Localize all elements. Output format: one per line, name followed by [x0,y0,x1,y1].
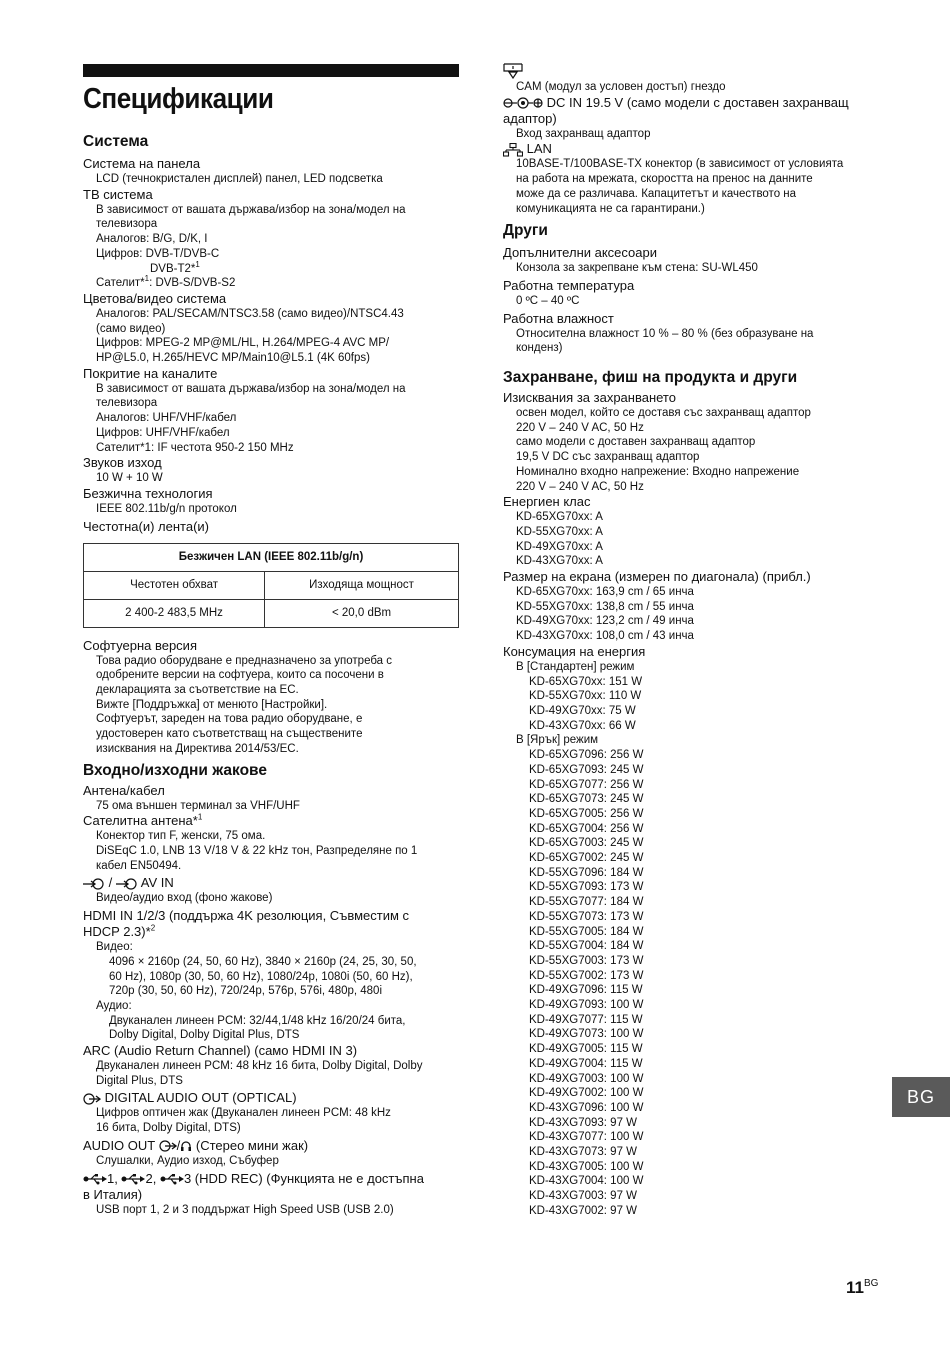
bright-consumption-line: KD-65XG7005: 256 W [529,807,644,820]
screen-size-line: KD-55XG70xx: 138,8 cm / 55 инча [516,600,694,613]
bright-consumption-line: KD-49XG7093: 100 W [529,999,644,1012]
bright-consumption-line: KD-49XG7077: 115 W [529,1013,643,1026]
software-label: Софтуерна версия [83,637,197,653]
color-line: Цифров: MPEG-2 MP@ML/HL, H.264/MPEG-4 AVC MP/ [96,337,390,350]
title-rule [83,64,459,77]
lan-text: комуникацията не са гарантирани.) [516,202,705,215]
coverage-line: В зависимост от вашата държава/избор на зона/модел на [96,382,406,395]
tv-t2-line [96,259,459,277]
bright-consumption-line: KD-55XG7096: 184 W [529,866,644,879]
sat-antenna-label: Сателитна антена* [83,813,198,829]
usb-3: 3 (HDD REC) (Функцията не е достъпна [183,1170,424,1186]
tv-t2: DVB-T2* [150,262,196,275]
lan-text: на работа на мрежата, скоростта на пренос на данните [516,173,813,186]
lan-text: 10BASE-T/100BASE-TX конектор (в зависимост от условията [516,158,844,171]
footnote-ref: 1 [144,274,150,284]
power-req-line: Номинално входно напрежение: Входно напрежение [516,465,800,478]
humidity-line: Относителна влажност 10 % – 80 % (без образуване на [516,327,814,340]
sat-line: кабел EN50494. [96,859,182,872]
arc-line: Двуканален линеен PCM: 48 kHz 16 бита, Dolby Digital, Dolby [96,1060,423,1073]
energy-class-line: KD-43XG70xx: A [516,555,603,568]
temperature-value: 0 ºC – 40 ºC [516,294,580,307]
arc-label: ARC (Audio Return Channel) (само HDMI IN 3) [83,1043,358,1059]
hdmi-audio-line: Двуканален линеен PCM: 32/44,1/48 kHz 16/20/24 бита, [109,1014,406,1027]
consumption-label: Консумация на енергия [503,643,646,659]
footnote-ref: 1 [197,812,203,822]
bright-consumption-line: KD-43XG7004: 100 W [529,1175,644,1188]
standard-mode-label: В [Стандартен] режим [516,660,635,673]
energy-list [503,510,883,569]
wlan-val-frequency: 2 400-2 483,5 MHz [84,599,265,627]
panel-value: LCD (течнокристален дисплей) панел, LED подсветка [96,173,383,185]
usb-icon [83,1173,107,1185]
coverage-line: телевизора [96,397,158,410]
screen-label: Размер на екрана (измерен по диагонала) (прибл.) [503,569,811,585]
left-column [83,132,459,1217]
power-req-line: само модели с доставен захранващ адаптор [516,436,756,449]
tv-line: В зависимост от вашата държава/избор на зона/модел на [96,203,406,216]
tv-sat-line [96,276,459,291]
energy-class-line: KD-55XG70xx: A [516,525,603,538]
audio-out-label: AUDIO OUT [83,1137,155,1153]
bright-consumption-line: KD-55XG7002: 173 W [529,969,644,982]
wlan-table-header: Безжичен LAN (IEEE 802.11b/g/n) [84,543,459,571]
band-label: Честотна(и) лента(и) [83,518,209,534]
screen-list [503,585,883,644]
av-in-label: AV IN [140,875,174,891]
color-line: HP@L5.0, H.265/HEVC MP/Main10@L5.1 (4K 60fps) [96,352,370,365]
usb-1: 1, [107,1170,118,1186]
tv-sat-label: Сателит* [96,277,145,290]
io-heading: Входно/изходни жакове [83,761,267,779]
bright-consumption-line: KD-65XG7002: 245 W [529,852,644,865]
tv-system-label: ТВ система [83,186,153,202]
footnote-ref: 1 [195,259,200,269]
bright-consumption-line: KD-65XG7096: 256 W [529,749,644,762]
audio-out-line: AUDIO OUT / (Стерео мини жак) [83,1137,309,1153]
humidity-line: конденз) [516,342,563,355]
audio-out-value: Слушалки, Аудио изход, Събуфер [96,1154,279,1167]
bright-consumption-line: KD-55XG7003: 173 W [529,954,644,967]
power-req-label: Изисквания за захранването [503,390,676,406]
temperature-label: Работна температура [503,277,635,293]
wireless-value: IEEE 802.11b/g/n протокол [96,502,237,515]
right-column [503,62,883,1219]
usb-icon [160,1173,184,1185]
page-number [846,1278,878,1298]
antenna-value: 75 ома външен терминал за VHF/UHF [96,799,300,812]
hdmi-video-line: 720p (30, 50, 60 Hz), 720/24p, 576p, 576i, 480p, 480i [109,985,383,998]
software-line: одобрените версии на софтуера, които са посочени в [96,669,384,682]
hdmi-label2: HDCP 2.3)* [83,924,151,940]
hdmi-video-label: Видео: [96,941,133,954]
software-line: удостоверен като съответстващ на съществените [96,728,363,741]
dc-in-label: DC IN 19.5 V (само модели с доставен захранващ [546,94,849,110]
bright-consumption-line: KD-43XG7077: 100 W [529,1131,644,1144]
lan-text: може да се различава. Капацитетът и качеството на [516,187,797,200]
bright-mode-label: В [Ярък] режим [516,734,599,747]
coverage-line: Цифров: UHF/VHF/кабел [96,426,230,439]
bright-consumption-line: KD-43XG7096: 100 W [529,1101,644,1114]
video-input-icon [83,878,105,890]
accessories-label: Допълнителни аксесоари [503,245,658,261]
color-line: Аналогов: PAL/SECAM/NTSC3.58 (само видео)/NTSC4.43 [96,307,404,320]
color-line: (само видео) [96,322,166,335]
lan-label: LAN [526,141,552,157]
hdmi-video-line: 60 Hz), 1080p (30, 50, 60 Hz), 1080/24p, 1080i (50, 60 Hz), [109,970,413,983]
power-req-list [503,406,883,494]
av-in-line: / AV IN [83,875,459,891]
bright-consumption-line: KD-49XG7096: 115 W [529,984,643,997]
av-in-value: Видео/аудио вход (фоно жакове) [96,892,273,905]
energy-class-line: KD-49XG70xx: A [516,540,603,553]
panel-label: Система на панела [83,156,201,171]
bright-consumption-line: KD-55XG7005: 184 W [529,925,644,938]
other-heading: Други [503,222,548,240]
wlan-col-power: Изходяща мощност [265,571,459,599]
hdmi-audio-label: Аудио: [96,999,132,1012]
color-system-label: Цветова/видео система [83,290,227,306]
optical-label: DIGITAL AUDIO OUT (OPTICAL) [104,1090,297,1106]
bright-consumption-line: KD-65XG7004: 256 W [529,822,644,835]
standard-consumption-line: KD-49XG70xx: 75 W [529,704,636,717]
wireless-label: Безжична технология [83,485,213,501]
software-line: изисквания на Директива 2014/53/ЕС. [96,742,299,755]
optical-line [83,1090,459,1106]
bright-consumption-line: KD-49XG7005: 115 W [529,1043,643,1056]
hdmi-label: HDMI IN 1/2/3 (поддържа 4K резолюция, Съвместим с [83,908,410,924]
wlan-col-frequency: Честотен обхват [84,571,265,599]
standard-consumption-line: KD-43XG70xx: 66 W [529,719,636,732]
tv-line: Цифров: DVB-T/DVB-C [96,247,220,260]
cam-slot-icon [503,63,523,79]
usb-icon [121,1173,145,1185]
bright-consumption-line: KD-55XG7004: 184 W [529,940,644,953]
optical-output-icon [83,1093,101,1105]
power-heading: Захранване, фиш на продукта и други [503,369,798,387]
bright-consumption-line: KD-43XG7073: 97 W [529,1146,638,1159]
audio-output-icon [159,1140,177,1152]
sat-line: Конектор тип F, женски, 75 ома. [96,830,266,843]
dc-in-line [503,95,883,111]
power-req-line: освен модел, който се доставя със захранващ адаптор [516,407,811,420]
software-line: Вижте [Поддръжка] от менюто [Настройки]. [96,698,328,711]
system-heading: Система [83,133,149,150]
sat-antenna-line [83,813,459,829]
tv-sat-value: : DVB-S/DVB-S2 [149,277,236,290]
headphones-icon [180,1140,192,1152]
energy-class-line: KD-65XG70xx: A [516,511,603,524]
footnote-ref: 2 [150,923,156,933]
bright-consumption-line: KD-49XG7003: 100 W [529,1072,644,1085]
power-req-line: 220 V – 240 V AC, 50 Hz [516,421,644,434]
bright-consumption-line: KD-43XG7002: 97 W [529,1204,638,1217]
sound-value: 10 W + 10 W [96,472,163,485]
bright-consumption-line: KD-49XG7002: 100 W [529,1087,644,1100]
software-line: Софтуерът, зареден на това радио оборудване, е [96,713,363,726]
hdmi-audio-line: Dolby Digital, Dolby Digital Plus, DTS [109,1029,300,1042]
bright-consumption-line: KD-65XG7073: 245 W [529,793,644,806]
bright-consumption-line: KD-55XG7073: 173 W [529,910,644,923]
dc-polarity-icon [503,97,543,109]
wlan-table [83,543,459,628]
tv-line: Аналогов: B/G, D/K, I [96,233,208,246]
software-line: Това радио оборудване е предназначено за употреба с [96,654,393,667]
screen-size-line: KD-65XG70xx: 163,9 cm / 65 инча [516,586,694,599]
arc-line: Digital Plus, DTS [96,1074,183,1087]
bright-consumption-line: KD-49XG7004: 115 W [529,1057,643,1070]
language-tab: BG [892,1077,950,1117]
bright-list [503,748,883,1219]
hdmi-label-line2 [83,924,459,940]
tv-line: телевизора [96,218,158,231]
coverage-line: Аналогов: UHF/VHF/кабел [96,412,237,425]
dc-in-label2: адаптор) [503,110,557,126]
optical-line-text: Цифров оптичен жак (Двуканален линеен PCM: 48 kHz [96,1107,391,1120]
audio-out-suffix: (Стерео мини жак) [195,1137,309,1153]
page-number-suffix: BG [863,1278,879,1289]
wlan-val-power: < 20,0 dBm [265,599,459,627]
bright-consumption-line: KD-43XG7003: 97 W [529,1190,638,1203]
coverage-label: Покритие на каналите [83,365,218,381]
hdmi-video-line: 4096 × 2160p (24, 50, 60 Hz), 3840 × 2160p (24, 25, 30, 50, [109,955,417,968]
lan-icon [503,143,523,157]
bright-consumption-line: KD-43XG7005: 100 W [529,1160,644,1173]
bright-consumption-line: KD-65XG7093: 245 W [529,763,644,776]
sound-label: Звуков изход [83,455,162,471]
bright-consumption-line: KD-49XG7073: 100 W [529,1028,644,1041]
screen-size-line: KD-49XG70xx: 123,2 cm / 49 инча [516,615,694,628]
usb-label2: в Италия) [83,1186,143,1202]
energy-label: Енергиен клас [503,494,591,510]
audio-input-icon [116,878,138,890]
sat-line: DiSEqC 1.0, LNB 13 V/18 V & 22 kHz тон, Разпределяне по 1 [96,844,418,857]
accessories-value: Конзола за закрепване към стена: SU-WL450 [516,262,758,275]
power-req-line: 220 V – 240 V AC, 50 Hz [516,480,644,493]
power-req-line: 19,5 V DC със захранващ адаптор [516,451,700,464]
standard-consumption-line: KD-55XG70xx: 110 W [529,690,642,703]
bright-consumption-line: KD-55XG7093: 173 W [529,881,644,894]
usb-2: 2, [145,1170,157,1186]
usb-line [83,1171,459,1187]
optical-line-text: 16 бита, Dolby Digital, DTS) [96,1122,241,1135]
bright-consumption-line: KD-55XG7077: 184 W [529,896,644,909]
lan-line [503,141,883,157]
software-line: декларацията за съответствие на ЕС. [96,684,299,697]
dc-in-value: Вход захранващ адаптор [516,127,651,140]
page-title: Спецификации [83,83,274,115]
standard-consumption-line: KD-65XG70xx: 151 W [529,675,643,688]
antenna-label: Антена/кабел [83,782,165,798]
bright-consumption-line: KD-43XG7093: 97 W [529,1116,638,1129]
bright-consumption-line: KD-65XG7003: 245 W [529,837,644,850]
screen-size-line: KD-43XG70xx: 108,0 cm / 43 инча [516,630,694,643]
page-number-value: 11 [846,1278,864,1297]
usb-value: USB порт 1, 2 и 3 поддържат High Speed USB (USB 2.0) [96,1203,394,1216]
coverage-line: Сателит*1: IF честота 950-2 150 MHz [96,441,294,454]
humidity-label: Работна влажност [503,310,614,326]
bright-consumption-line: KD-65XG7077: 256 W [529,778,644,791]
standard-list [503,675,883,734]
cam-value: CAM (модул за условен достъп) гнездо [516,81,726,93]
